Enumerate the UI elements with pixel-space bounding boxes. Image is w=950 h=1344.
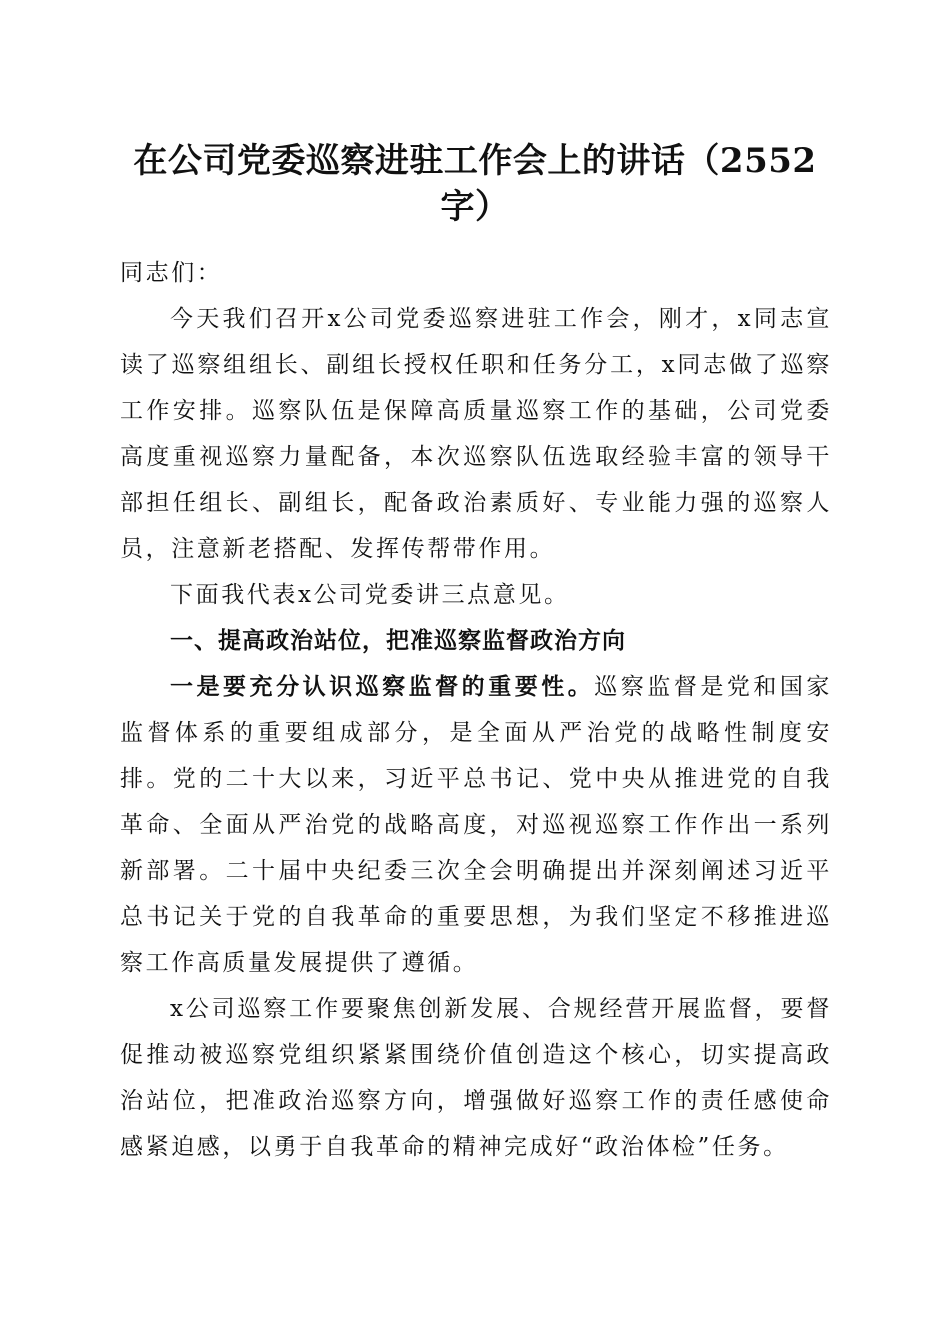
document-title: 在公司党委巡察进驻工作会上的讲话（2552字） — [133, 141, 817, 227]
salutation: 同志们： — [120, 260, 223, 286]
paragraph-transition: 下面我代表x公司党委讲三点意见。 — [170, 582, 570, 608]
point-lead: 一是要充分认识巡察监督的重要性。 — [170, 673, 595, 700]
paragraph-company-focus: x公司巡察工作要聚焦创新发展、合规经营开展监督，要督促推动被巡察党组织紧紧围绕价值创造这个核心，切实提高政治站位，把准政治巡察方向，增强做好巡察工作的责任感使命感紧迫感，以勇于自我革命的精神完成好“政治体检”任务。 — [120, 996, 832, 1160]
section-heading: 一、提高政治站位，把准巡察监督政治方向 — [170, 628, 626, 654]
paragraph-intro: 今天我们召开x公司党委巡察进驻工作会，刚才，x同志宣读了巡察组组长、副组长授权任职和任务分工，x同志做了巡察工作安排。巡察队伍是保障高质量巡察工作的基础，公司党委高度重视巡察力量配备，本次巡察队伍选取经验丰富的领导干部担任组长、副组长，配备政治素质好、专业能力强的巡察人员，注意新老搭配、发挥传帮带作用。 — [120, 306, 832, 562]
paragraph-point-one — [120, 664, 832, 986]
point-body: 巡察监督是党和国家监督体系的重要组成部分，是全面从严治党的战略性制度安排。党的二十大以来，习近平总书记、党中央从推进党的自我革命、全面从严治党的战略高度，对巡视巡察工作作出一系列新部署。二十届中央纪委三次全会明确提出并深刻阐述习近平总书记关于党的自我革命的重要思想，为我们坚定不移推进巡察工作高质量发展提供了遵循。 — [120, 674, 832, 976]
document-body — [120, 250, 832, 1170]
